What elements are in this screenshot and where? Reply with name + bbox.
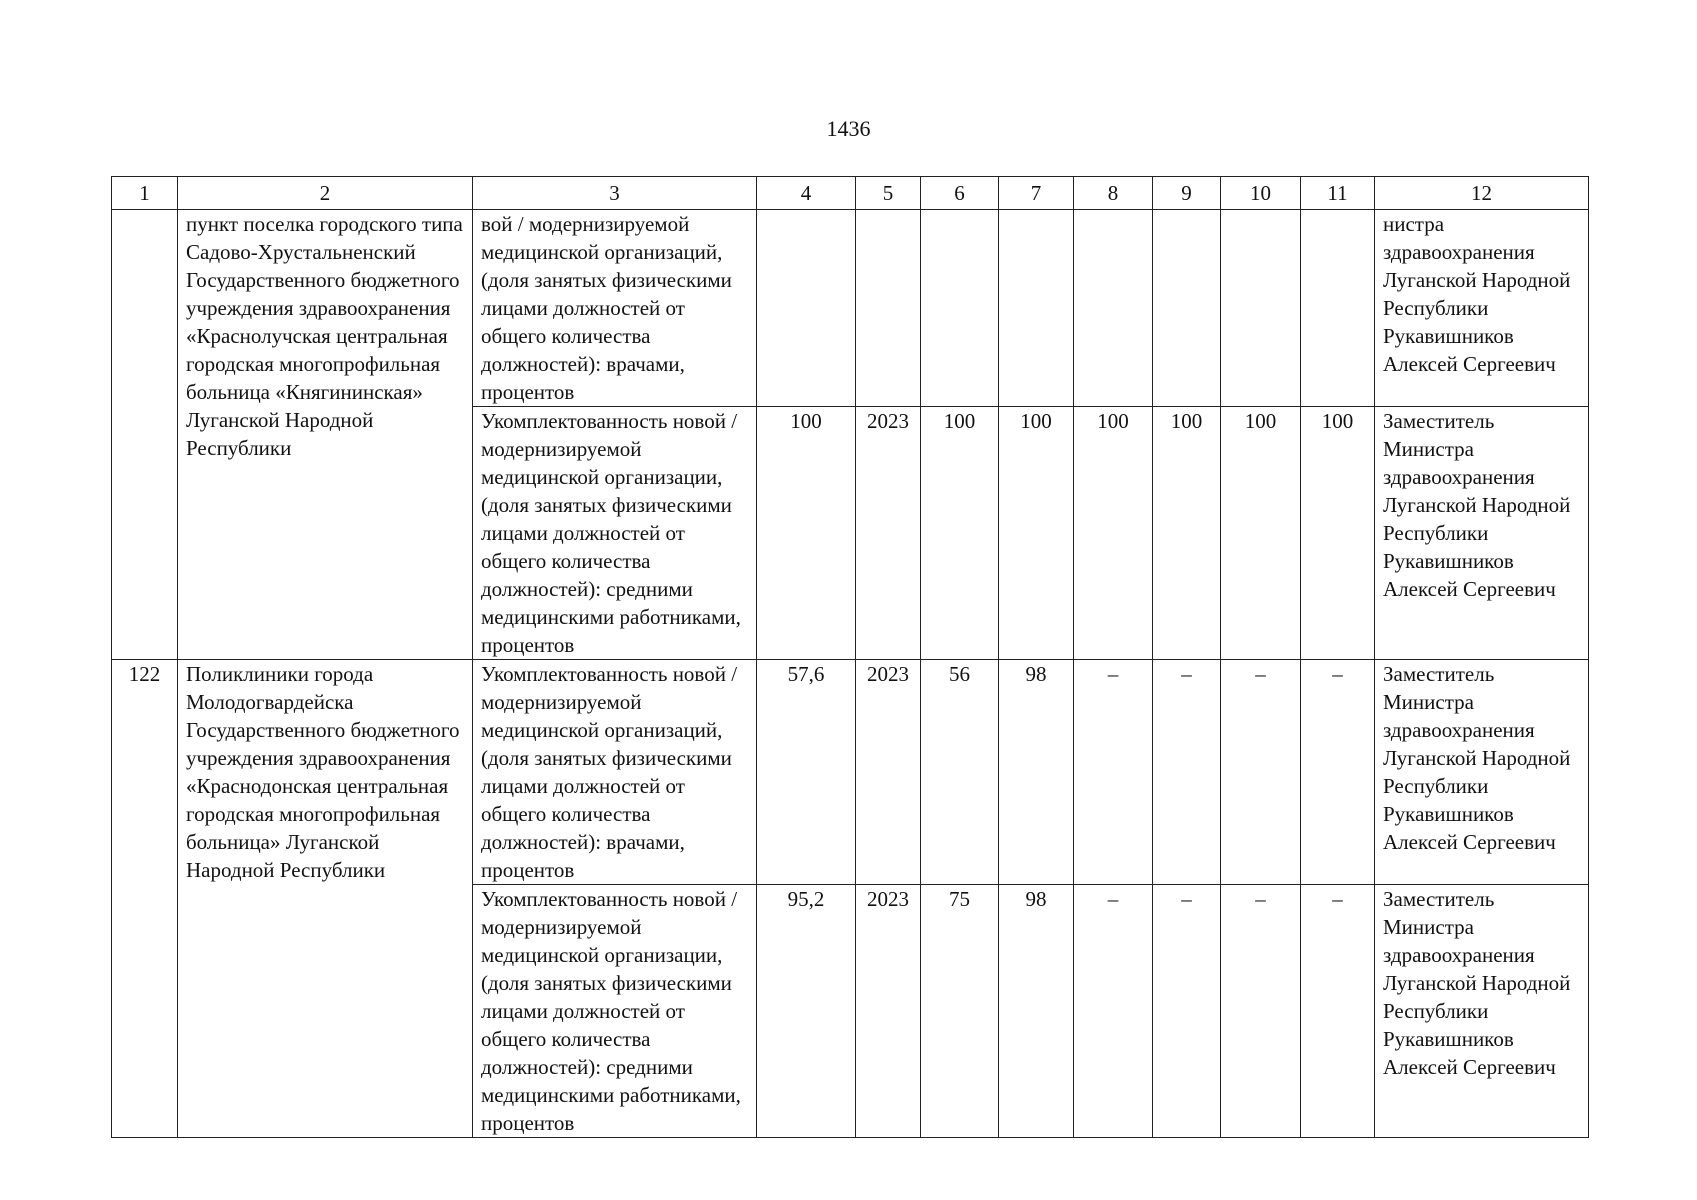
page-number: 1436: [826, 116, 871, 141]
value-cell: –: [1221, 660, 1301, 885]
indicator-name-cell: Укомплектованность новой / модернизируемой медицинской организации, (доля занятых физическими лицами должностей от общего количества должностей): средними медицинскими работниками, процентов: [473, 407, 757, 660]
value-cell: 100: [1074, 407, 1153, 660]
value-cell: [757, 210, 856, 407]
organization-cell: пункт поселка городского типа Садово-Хрустальненский Государственного бюджетного учреждения здравоохранения «Краснолучская центральная городская многопрофильная больница «Княгининская» Луганской Народной Республики: [178, 210, 473, 660]
indicator-name-cell: Укомплектованность новой / модернизируемой медицинской организации, (доля занятых физическими лицами должностей от общего количества должностей): средними медицинскими работниками, процентов: [473, 885, 757, 1138]
value-cell: –: [1074, 885, 1153, 1138]
column-number-row: [112, 177, 1589, 210]
value-cell: [1153, 210, 1221, 407]
value-cell: –: [1301, 660, 1375, 885]
indicator-name-cell: Укомплектованность новой / модернизируемой медицинской организаций, (доля занятых физическими лицами должностей от общего количества должностей): врачами, процентов: [473, 660, 757, 885]
table-row: [112, 210, 1589, 407]
value-cell: 100: [1301, 407, 1375, 660]
column-header: 5: [856, 177, 921, 210]
value-cell: 2023: [856, 885, 921, 1138]
value-cell: [1301, 210, 1375, 407]
row-number-cell: [112, 210, 178, 660]
row-number-cell: 122: [112, 660, 178, 1138]
indicators-table: [111, 176, 1589, 1138]
value-cell: 100: [921, 407, 999, 660]
value-cell: [999, 210, 1074, 407]
column-header: 4: [757, 177, 856, 210]
value-cell: 2023: [856, 660, 921, 885]
value-cell: 100: [1221, 407, 1301, 660]
value-cell: –: [1301, 885, 1375, 1138]
responsible-cell: Заместитель Министра здравоохранения Луганской Народной Республики Рукавишников Алексей Сергеевич: [1375, 885, 1589, 1138]
value-cell: –: [1221, 885, 1301, 1138]
value-cell: –: [1153, 660, 1221, 885]
value-cell: 98: [999, 660, 1074, 885]
column-header: 12: [1375, 177, 1589, 210]
value-cell: 100: [1153, 407, 1221, 660]
value-cell: 95,2: [757, 885, 856, 1138]
responsible-cell: нистра здравоохранения Луганской Народной Республики Рукавишников Алексей Сергеевич: [1375, 210, 1589, 407]
value-cell: 2023: [856, 407, 921, 660]
value-cell: [1221, 210, 1301, 407]
responsible-cell: Заместитель Министра здравоохранения Луганской Народной Республики Рукавишников Алексей Сергеевич: [1375, 660, 1589, 885]
table-row: [112, 660, 1589, 885]
value-cell: 98: [999, 885, 1074, 1138]
column-header: 8: [1074, 177, 1153, 210]
value-cell: 100: [999, 407, 1074, 660]
value-cell: 57,6: [757, 660, 856, 885]
column-header: 1: [112, 177, 178, 210]
responsible-cell: Заместитель Министра здравоохранения Луганской Народной Республики Рукавишников Алексей Сергеевич: [1375, 407, 1589, 660]
value-cell: 75: [921, 885, 999, 1138]
value-cell: 56: [921, 660, 999, 885]
value-cell: [921, 210, 999, 407]
column-header: 9: [1153, 177, 1221, 210]
column-header: 2: [178, 177, 473, 210]
column-header: 11: [1301, 177, 1375, 210]
column-header: 7: [999, 177, 1074, 210]
column-header: 10: [1221, 177, 1301, 210]
value-cell: 100: [757, 407, 856, 660]
value-cell: –: [1153, 885, 1221, 1138]
indicator-name-cell: вой / модернизируемой медицинской организаций, (доля занятых физическими лицами должностей от общего количества должностей): врачами, процентов: [473, 210, 757, 407]
organization-cell: Поликлиники города Молодогвардейска Государственного бюджетного учреждения здравоохранения «Краснодонская центральная городская многопрофильная больница» Луганской Народной Республики: [178, 660, 473, 1138]
column-header: 3: [473, 177, 757, 210]
value-cell: [856, 210, 921, 407]
value-cell: [1074, 210, 1153, 407]
value-cell: –: [1074, 660, 1153, 885]
column-header: 6: [921, 177, 999, 210]
